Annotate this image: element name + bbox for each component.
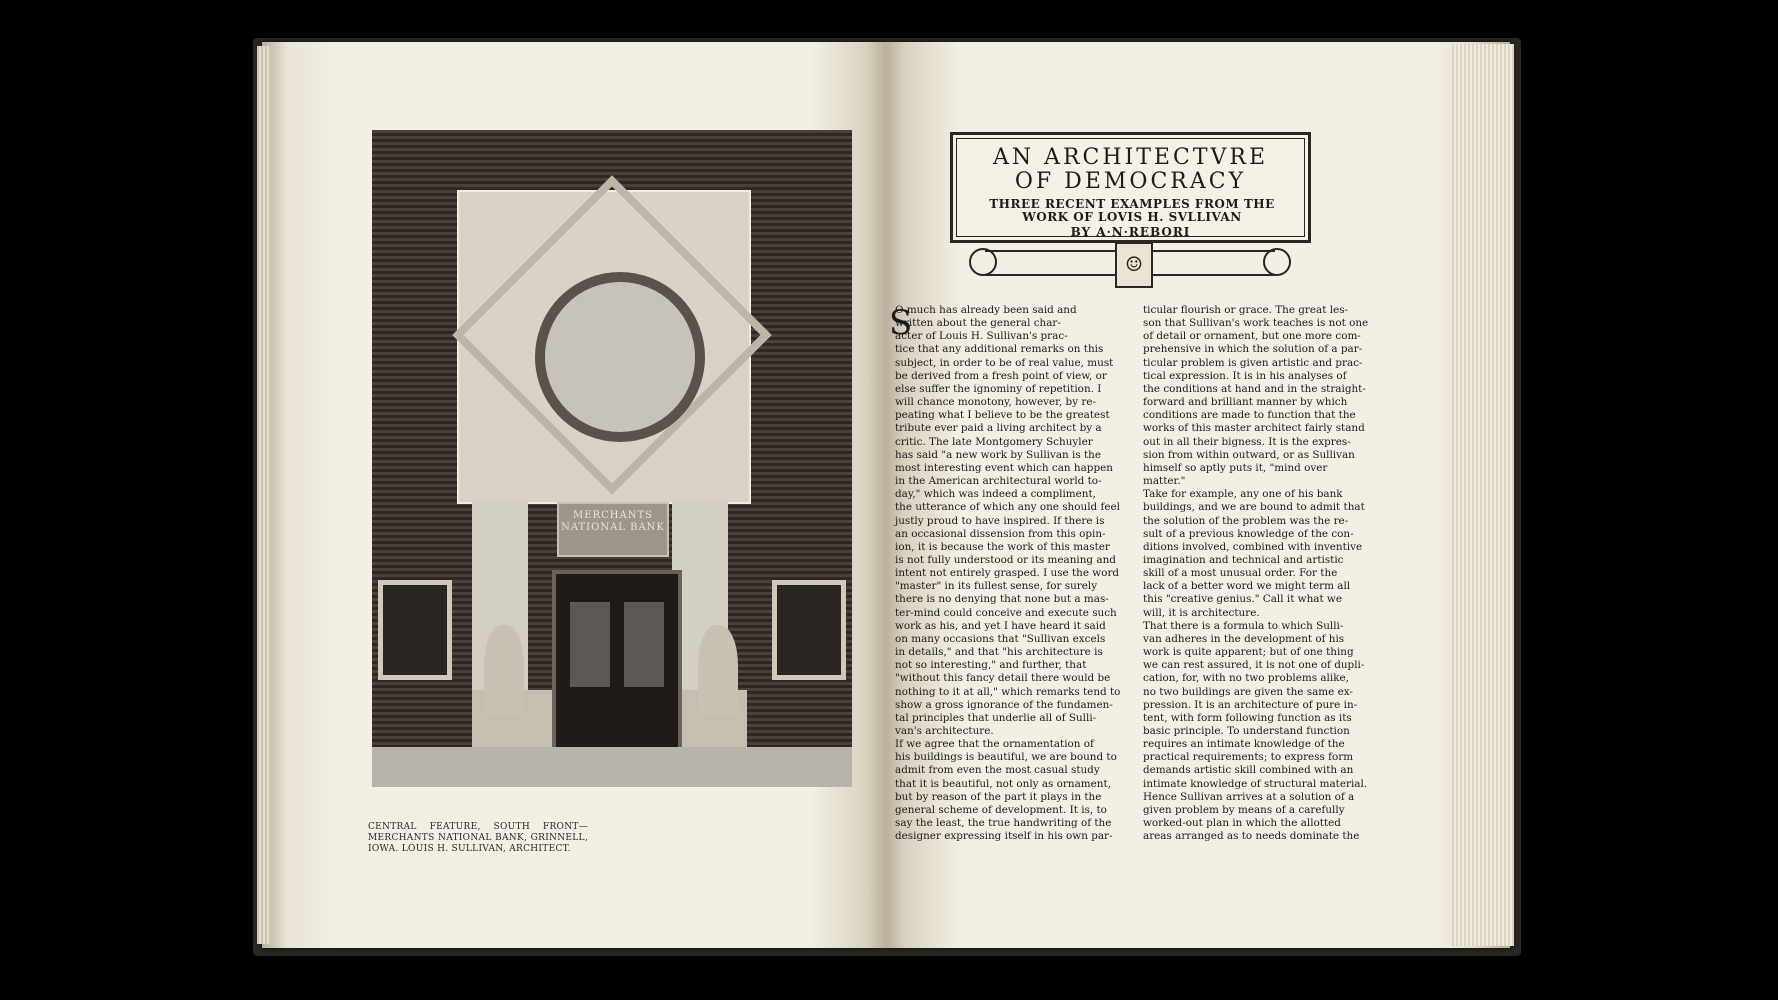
bank-sign: MERCHANTS NATIONAL BANK — [557, 502, 669, 557]
title-line-1: AN ARCHITECTVRE — [992, 145, 1269, 170]
face-mask-ornament-icon: ☺ — [1115, 242, 1153, 288]
entrance-doors — [552, 570, 682, 758]
right-window — [772, 580, 846, 680]
text-column-2: ticular flourish or grace. The great les- son that Sullivan's work teaches is not one of detail or ornament, but one more com- prehensive in which the solution of a par- ticular problem is given artistic and prac- tical expression. It is in his analyses of the conditions at hand and in the straight- forward and brilliant manner by which conditions are made to function that the works of this master architect fairly stand out in all their bigness. It is the expres- sion from within outward, or as Sullivan himself so aptly puts it, "mind over matter." Take for example, any one of his bank buildings, and we are bound to admit that the solution of the problem was the re- sult of a previous knowledge of the con- ditions involved, combined with inventive imagination and technical and artistic skill of a most unusual order. For the lack of a better word we might term all this "creative genius." Call it what we will, it is architecture. That there is a formula to which Sulli- van adheres in the development of his work is quite apparent; but of one thing we can rest assured, it is not one of dupli- cation, for, with no two problems alike, no two buildings are given the same ex- pression. It is an architecture of pure in- tent, with form following function as its basic principle. To understand function requires an intimate knowledge of the practical requirements; to express form demands artistic skill combined with an intimate knowledge of structural material. Hence Sullivan arrives at a solution of a given problem by means of a carefully worked-out plan in which the allotted areas arranged as to needs dominate the — [1143, 304, 1369, 843]
bank-facade-photograph — [372, 130, 852, 787]
right-page-edges — [1452, 44, 1514, 946]
subtitle-line-1: THREE RECENT EXAMPLES FROM THE — [989, 197, 1275, 211]
text-column-1: O much has already been said and written about the general char- acter of Louis H. Sullivan's prac- tice that any additional remarks on this subject, in order to be of real value, must be derived from a fresh point of view, or else suffer the ignominy of repetition. I will chance monotony, however, by re- peating what I believe to be the greatest tribute ever paid a living architect by a critic. The late Montgomery Schuyler has said "a new work by Sullivan is the most interesting event which can happen in the American architectural world to- day," which was indeed a compliment, the utterance of which any one should feel justly proud to have inspired. If there is an occasional dissension from this opin- ion, it is because the work of this master is not fully understood or its meaning and intent not entirely grasped. I use the word "master" in its fullest sense, for surely there is no denying that none but a mas- ter-mind could conceive and execute such work as his, and yet I have heard it said on many occasions that "Sullivan excels in details," and that "his architecture is not so interesting," and further, that "without this fancy detail there would be nothing to it at all," which remarks tend to show a gross ignorance of the fundamen- tal principles that underlie all of Sulli- van's architecture. If we agree that the ornamentation of his buildings is beautiful, we are bound to admit from even the most casual study that it is beautiful, not only as ornament, but by reason of the part it plays in the general scheme of development. It is, to say the least, the true handwriting of the designer expressing itself in his own par- — [895, 304, 1121, 843]
right-lion-sculpture — [698, 625, 738, 715]
left-window — [378, 580, 452, 680]
subtitle-line-2: WORK OF LOVIS H. SVLLIVAN — [1022, 210, 1242, 224]
article-title-block — [950, 132, 1311, 243]
sidewalk — [372, 747, 852, 787]
left-page-edges — [257, 46, 271, 944]
drop-cap-letter: S — [889, 303, 913, 343]
photo-caption: CENTRAL FEATURE, SOUTH FRONT—MERCHANTS NATIONAL BANK, GRINNELL, IOWA. LOUIS H. SULLIVAN, ARCHITECT. — [368, 822, 588, 854]
title-line-2: OF DEMOCRACY — [1014, 169, 1247, 194]
left-lion-sculpture — [484, 625, 524, 715]
author-byline: BY A·N·REBORI — [1070, 225, 1191, 239]
circular-window — [535, 272, 705, 442]
